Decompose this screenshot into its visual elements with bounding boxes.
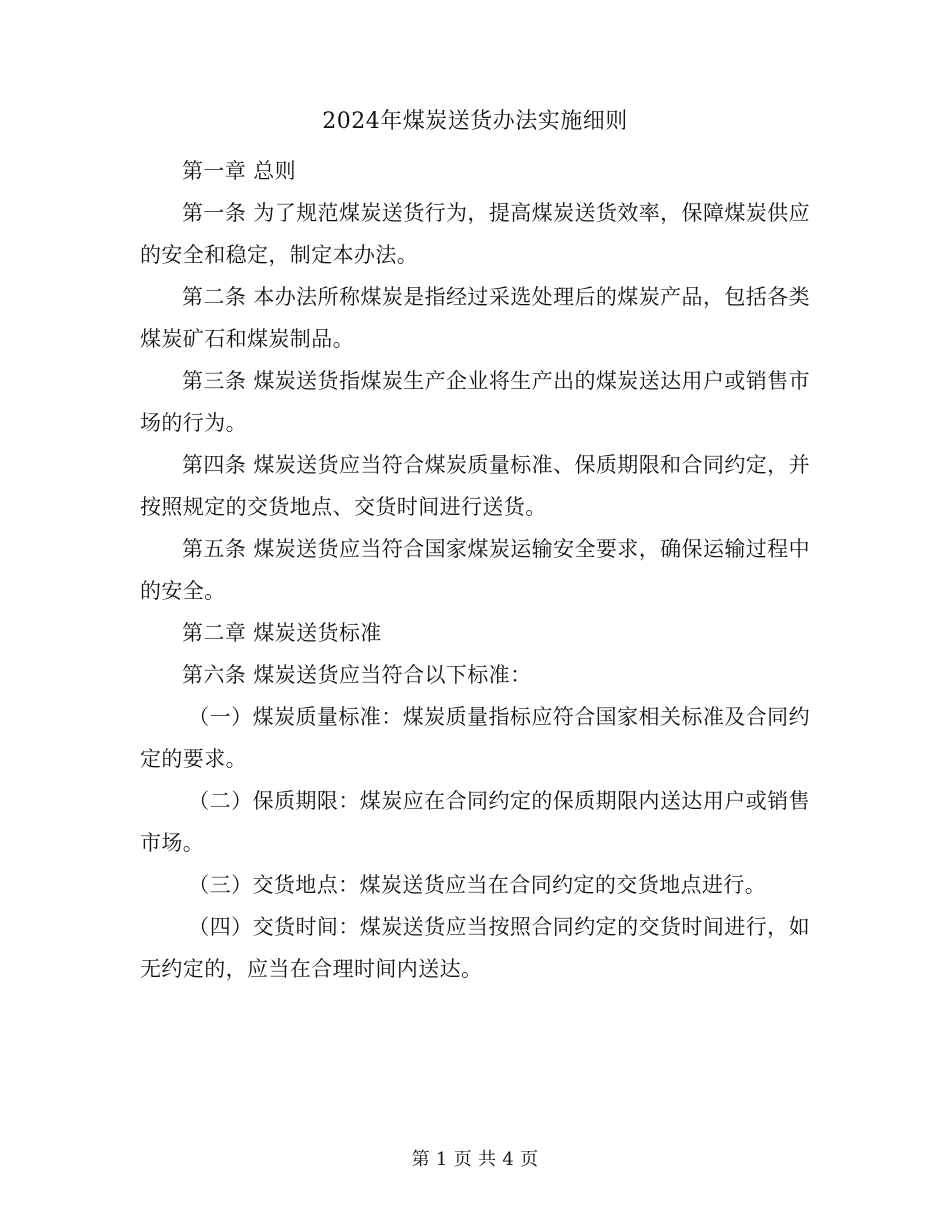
page-number-footer: 第 1 页 共 4 页 bbox=[411, 1149, 539, 1170]
document-body bbox=[140, 150, 810, 990]
article-2: 第二条 本办法所称煤炭是指经过采选处理后的煤炭产品，包括各类煤炭矿石和煤炭制品。 bbox=[140, 285, 810, 351]
list-item-1: （一）煤炭质量标准：煤炭质量指标应符合国家相关标准及合同约定的要求。 bbox=[140, 705, 810, 771]
list-item-2: （二）保质期限：煤炭应在合同约定的保质期限内送达用户或销售市场。 bbox=[140, 789, 810, 855]
article-1: 第一条 为了规范煤炭送货行为，提高煤炭送货效率，保障煤炭供应的安全和稳定，制定本办法。 bbox=[140, 201, 810, 267]
article-3: 第三条 煤炭送货指煤炭生产企业将生产出的煤炭送达用户或销售市场的行为。 bbox=[140, 369, 810, 435]
document-title: 2024年煤炭送货办法实施细则 bbox=[322, 109, 628, 134]
article-4: 第四条 煤炭送货应当符合煤炭质量标准、保质期限和合同约定，并按照规定的交货地点、交货时间进行送货。 bbox=[140, 453, 810, 519]
list-item-4: （四）交货时间：煤炭送货应当按照合同约定的交货时间进行，如无约定的，应当在合理时间内送达。 bbox=[140, 915, 810, 981]
article-5: 第五条 煤炭送货应当符合国家煤炭运输安全要求，确保运输过程中的安全。 bbox=[140, 537, 810, 603]
list-item-3: （三）交货地点：煤炭送货应当在合同约定的交货地点进行。 bbox=[188, 873, 767, 897]
chapter-heading-2: 第二章 煤炭送货标准 bbox=[182, 621, 382, 645]
article-6: 第六条 煤炭送货应当符合以下标准： bbox=[182, 663, 532, 687]
chapter-heading-1: 第一章 总则 bbox=[182, 159, 297, 183]
